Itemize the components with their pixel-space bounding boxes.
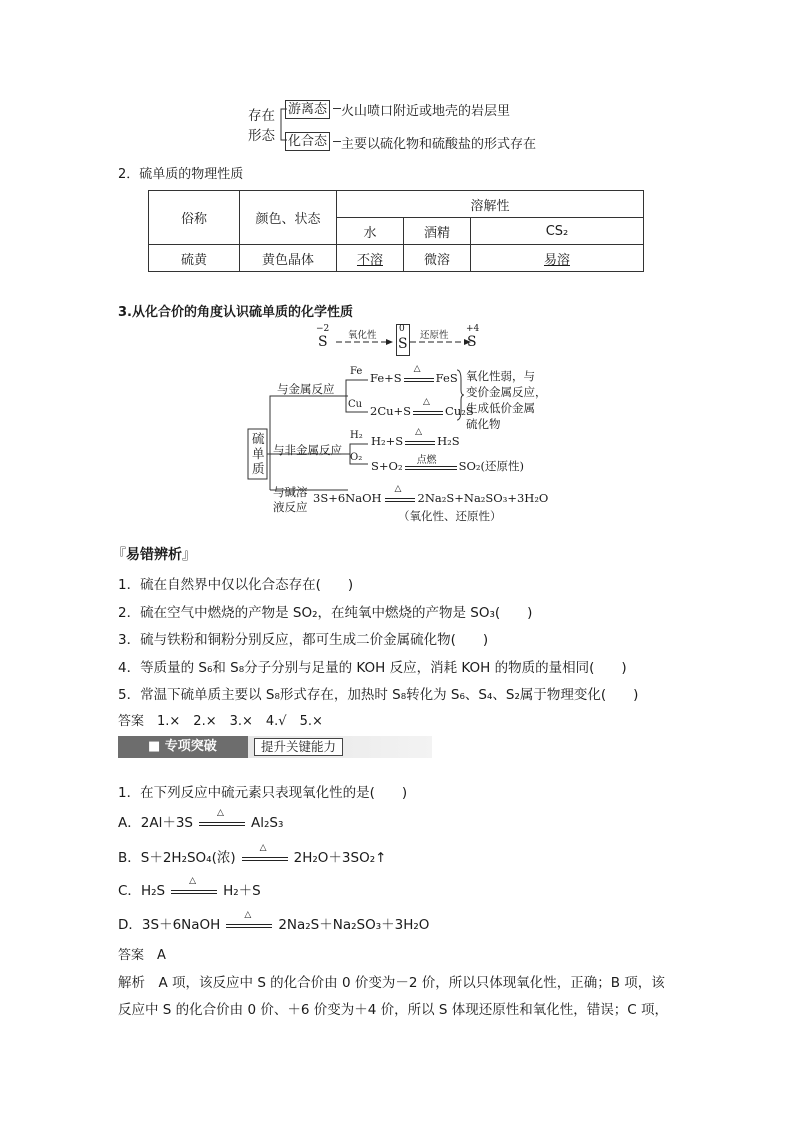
combined-state-connector [333,141,341,142]
option-d-left: 3S＋6NaOH [141,917,221,933]
free-state-connector [333,108,341,109]
option-b [118,843,387,866]
branch-nonmetal: 与非金属反应 [273,443,342,457]
header-solubility: 溶解性 [337,191,644,218]
h2-eq-left: H₂+S [371,434,404,448]
heat-icon: △ [189,876,196,886]
base-eq-right: 2Na₂S+Na₂SO₃+3H₂O [417,491,549,505]
reduction-label: 还原性 [420,330,449,341]
metal-note-line-4: 硫化物 [466,417,501,431]
header-water: 水 [337,218,404,245]
s3-charge: +4 [466,324,480,334]
combined-state-box: 化合态 [285,132,330,151]
pitfall-heading: 『易错辨析』 [112,547,196,563]
oxidation-label: 氧化性 [348,330,377,341]
option-c-left: H₂S [140,883,166,899]
analysis-line-1: 解析 A 项，该反应中 S 的化合价由 0 价变为－2 价，所以只体现氧化性，正确；B 项，该 [118,975,665,991]
special-right: 提升关键能力 [254,738,343,756]
special-section-header [118,736,432,758]
cell-water: 不溶 [337,245,404,272]
question-stem: 1．在下列反应中硫元素只表现氧化性的是( ) [118,785,408,801]
option-d-label: D． [118,917,142,933]
ignite-condition: 点燃 [416,455,437,466]
base-equation [313,484,549,506]
option-b-right: 2H₂O＋3SO₂↑ [293,850,387,866]
fe-equation [370,364,458,386]
special-left: ■ 专项突破 [148,739,217,754]
branch-base-2: 液反应 [273,500,308,514]
option-a-left: 2Al＋3S [140,815,193,831]
s2-charge: 0 [399,324,405,334]
cell-cs2: 易溶 [471,245,644,272]
fe-label: Fe [350,366,363,377]
option-a-right: Al₂S₃ [250,815,284,831]
combined-state-desc: 主要以硫化物和硫酸盐的形式存在 [341,137,537,152]
cu-eq-right: Cu₂S [445,404,474,418]
s1-symbol: S [318,334,328,350]
section-3-title: 3.从化合价的角度认识硫单质的化学性质 [118,305,353,320]
pitfall-item: 3．硫与铁粉和铜粉分别反应，都可生成二价金属硫化物( ) [118,632,489,648]
metal-note-line-1: 氧化性弱，与 [466,369,535,383]
option-d [118,910,430,933]
pitfall-item: 1．硫在自然界中仅以化合态存在( ) [118,577,354,593]
option-b-left: S＋2H₂SO₄(浓) [140,850,236,866]
analysis-line-2: 反应中 S 的化合价由 0 价、＋6 价变为＋4 价，所以 S 体现还原性和氧化性，错误；C 项， [118,1002,668,1018]
heat-icon: △ [415,427,423,437]
section-2-title: 2．硫单质的物理性质 [118,167,244,182]
heat-icon: △ [394,484,402,494]
s3-symbol: S [467,334,477,350]
metal-note-bracket [455,368,465,422]
branch-base-1: 与碱溶 [273,485,308,499]
base-eq-left: 3S+6NaOH [313,491,382,505]
option-c-right: H₂＋S [223,883,261,899]
heat-icon: △ [259,843,267,853]
option-b-label: B． [118,850,141,866]
header-name: 俗称 [149,191,240,245]
root-char-1: 硫 [252,431,265,446]
cell-color: 黄色晶体 [240,245,337,272]
o2-equation [371,455,524,474]
o2-eq-right: SO₂(还原性) [458,459,524,473]
header-alcohol: 酒精 [404,218,471,245]
metal-note [466,368,547,432]
o2-eq-left: S+O₂ [371,459,403,473]
cell-name: 硫黄 [149,245,240,272]
option-a-label: A． [118,815,141,831]
s1-charge: −2 [316,324,330,334]
pitfall-item: 2．硫在空气中燃烧的产物是 SO₂，在纯氧中燃烧的产物是 SO₃( ) [118,605,533,621]
option-c [118,876,261,899]
heat-icon: △ [244,910,252,920]
pitfall-title: 易错辨析 [126,547,182,563]
root-char-2: 单 [252,446,265,461]
heat-icon: △ [216,808,224,818]
root-char-3: 质 [252,461,265,476]
heat-icon: △ [413,364,421,374]
metal-note-line-2: 变价金属反应， [466,385,547,399]
heat-icon: △ [423,397,430,407]
cu-label: Cu [348,399,363,410]
branch-metal: 与金属反应 [277,382,335,396]
question-answer: 答案 A [118,948,166,963]
option-a [118,808,284,831]
option-c-label: C． [118,883,141,899]
pitfall-item: 5．常温下硫单质主要以 S₈形式存在，加热时 S₈转化为 S₆、S₄、S₂属于物理变化( ) [118,687,639,703]
free-state-box: 游离态 [285,100,330,119]
physical-properties-table [148,190,644,272]
existence-label-1: 存在 [248,108,275,124]
metal-note-line-3: 生成低价金属 [466,401,535,415]
pitfall-answer: 答案 1.× 2.× 3.× 4.√ 5.× [118,714,323,729]
cu-eq-left: 2Cu+S [370,404,412,418]
option-d-right: 2Na₂S＋Na₂SO₃＋3H₂O [278,917,430,933]
existence-label-2: 形态 [248,128,275,144]
header-cs2: CS₂ [471,218,644,245]
o2-label: O₂ [350,452,363,463]
arrow-oxidation [336,338,394,346]
header-color: 颜色、状态 [240,191,337,245]
cell-alcohol: 微溶 [404,245,471,272]
h2-eq-right: H₂S [437,434,460,448]
s2-symbol: S [398,336,408,352]
base-note: （氧化性、还原性） [398,509,502,523]
free-state-desc: 火山喷口附近或地壳的岩层里 [341,104,511,119]
tree-root [252,431,265,476]
arrow-reduction [410,338,472,346]
fe-eq-left: Fe+S [370,371,402,385]
h2-label: H₂ [350,430,363,441]
fe-eq-right: FeS [435,371,458,385]
h2-equation [371,427,460,449]
pitfall-item: 4．等质量的 S₆和 S₈分子分别与足量的 KOH 反应，消耗 KOH 的物质的量相同( ) [118,660,627,676]
